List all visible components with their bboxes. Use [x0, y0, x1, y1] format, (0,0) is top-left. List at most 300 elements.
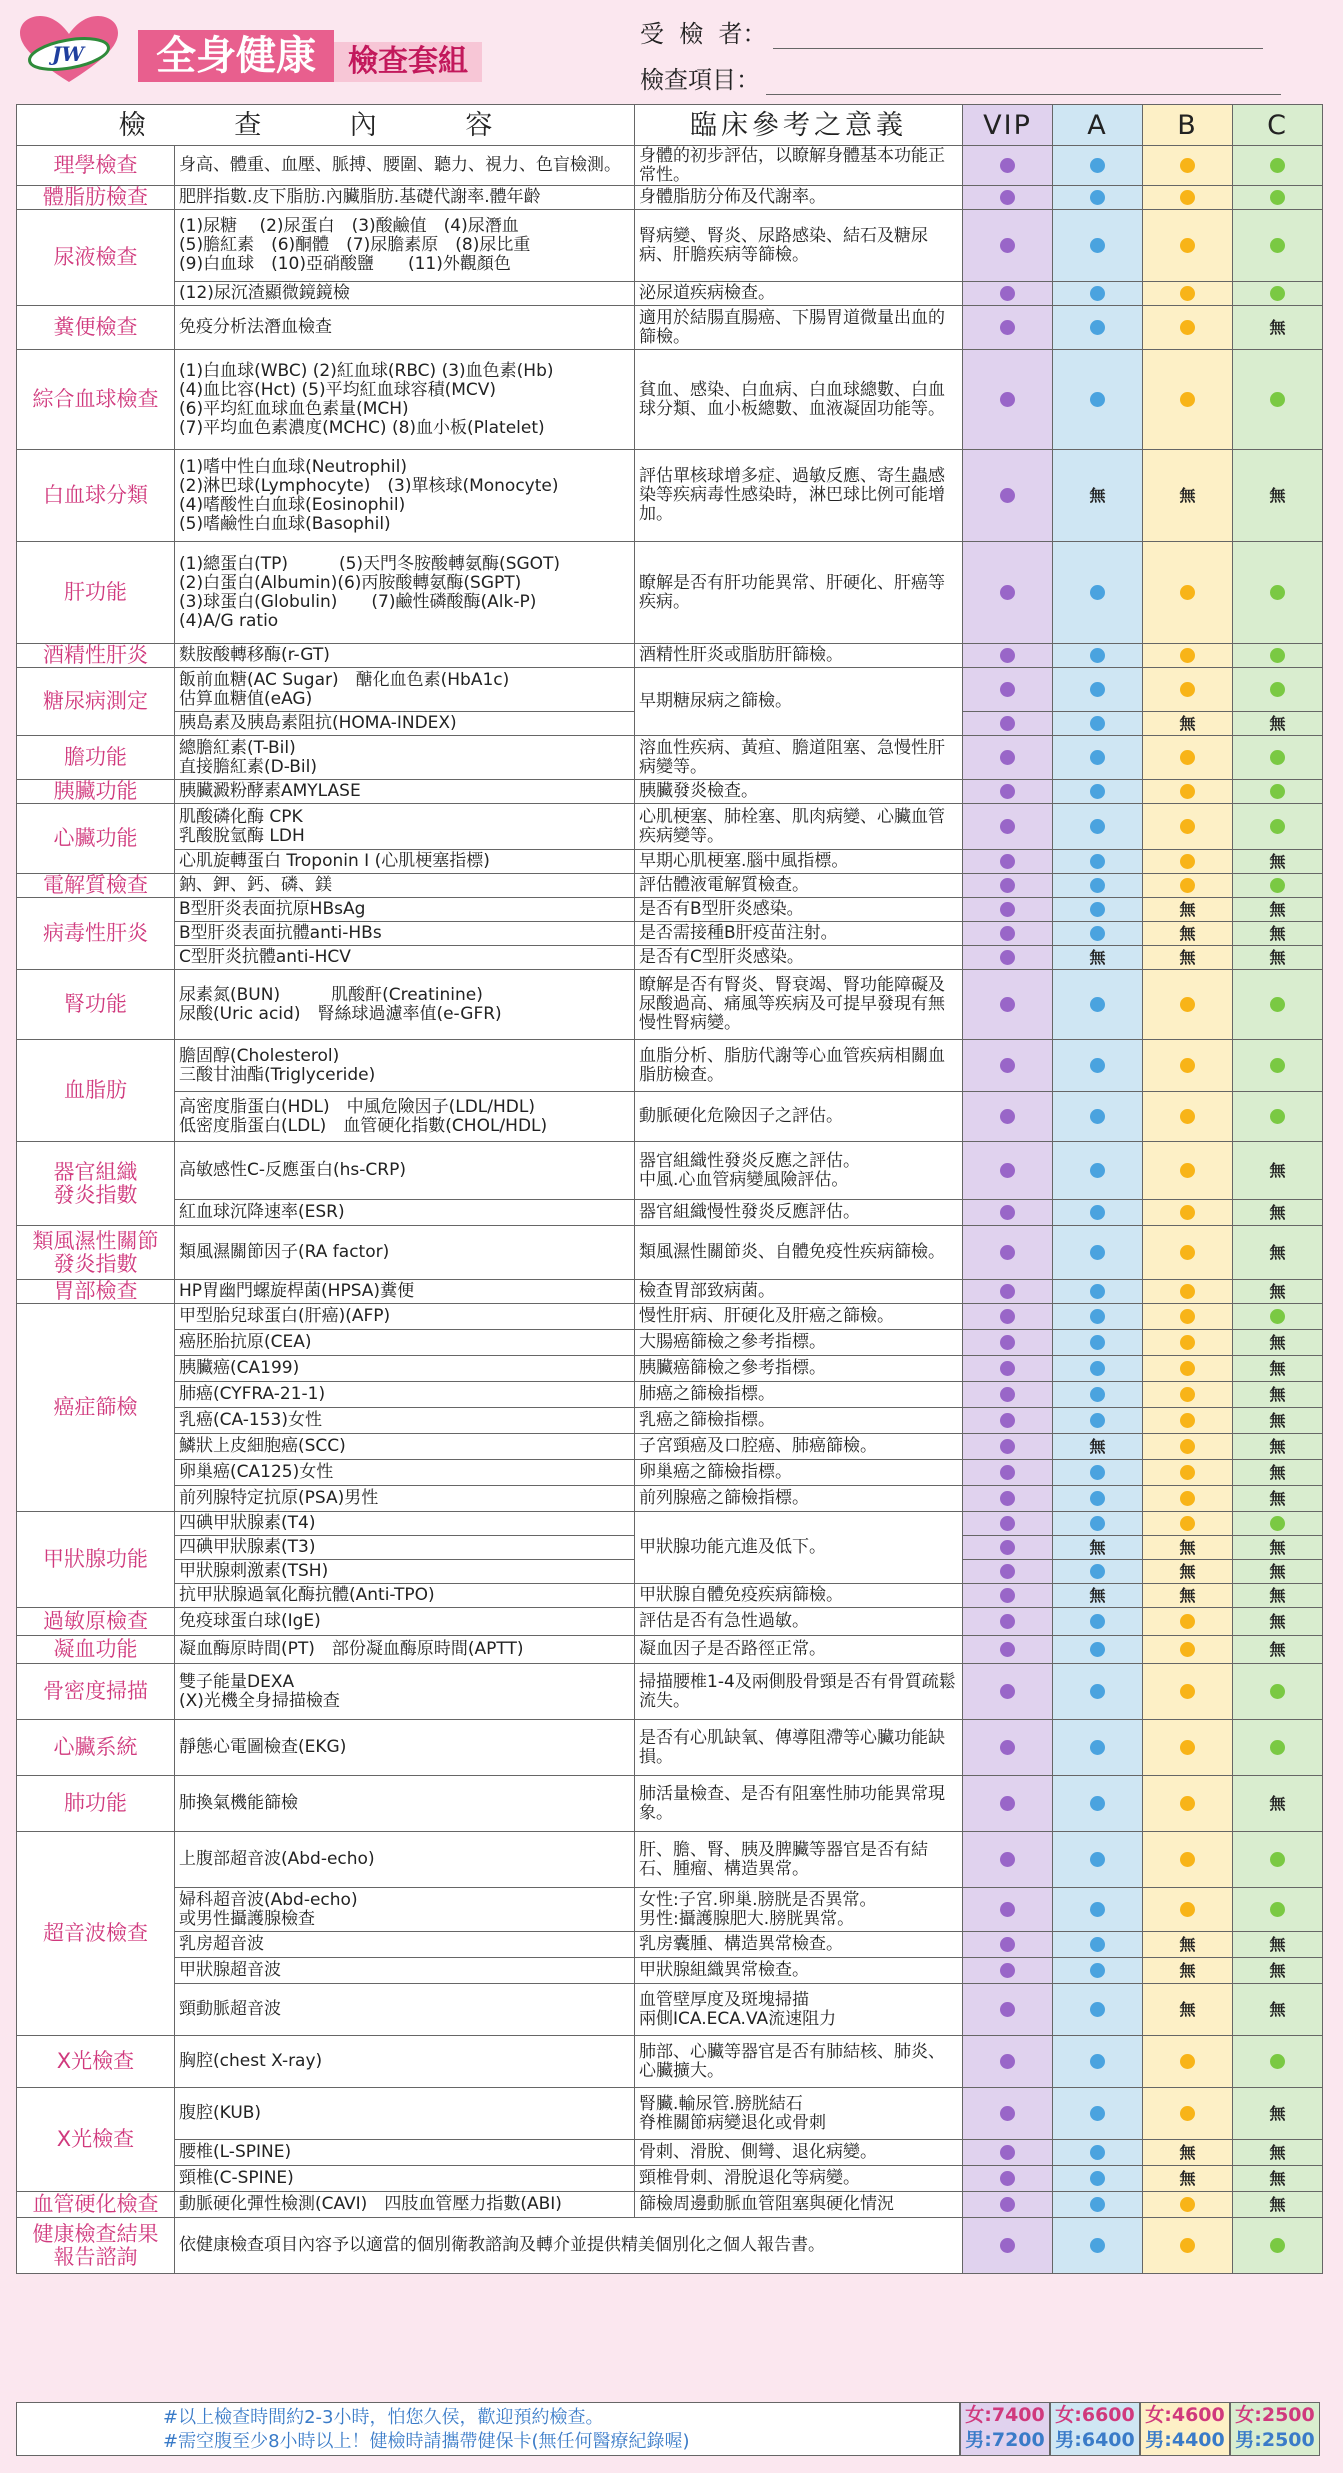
pkg-a-cell	[1053, 970, 1143, 1040]
pkg-b-cell	[1143, 1092, 1233, 1142]
pkg-a-cell	[1053, 1040, 1143, 1092]
item-cell: 高密度脂蛋白(HDL) 中風危險因子(LDL/HDL) 低密度脂蛋白(LDL) 血管硬化指數(CHOL/HDL)	[175, 1092, 635, 1142]
included-dot-icon	[1090, 2106, 1105, 2121]
item-cell: 肌酸磷化酶 CPK 乳酸脫氫酶 LDH	[175, 804, 635, 850]
pkg-c-cell	[1233, 874, 1323, 898]
included-dot-icon	[1180, 854, 1195, 869]
included-dot-icon	[1090, 1642, 1105, 1657]
pkg-c-cell	[1233, 1304, 1323, 1330]
included-dot-icon	[1180, 1109, 1195, 1124]
included-dot-icon	[1090, 286, 1105, 301]
included-dot-icon	[1000, 682, 1015, 697]
pkg-b-cell	[1143, 644, 1233, 668]
note-cell: 骨刺、滑脫、側彎、退化病變。	[635, 2140, 963, 2166]
pkg-b-cell	[1143, 780, 1233, 804]
pkg-b-cell	[1143, 850, 1233, 874]
pkg-c-cell	[1233, 1280, 1323, 1304]
included-dot-icon	[1180, 1902, 1195, 1917]
included-dot-icon	[1090, 1937, 1105, 1952]
examinee-label: 受 檢 者：	[640, 20, 767, 48]
pkg-b-cell	[1143, 1330, 1233, 1356]
not-included-mark: 無	[1179, 713, 1196, 733]
pkg-b-cell	[1143, 946, 1233, 970]
included-dot-icon	[1000, 320, 1015, 335]
note-cell: 血管壁厚度及斑塊掃描 兩側ICA.ECA.VA流速阻力	[635, 1984, 963, 2036]
included-dot-icon	[1000, 1491, 1015, 1506]
pkg-c-cell	[1233, 850, 1323, 874]
pkg-a-cell	[1053, 898, 1143, 922]
included-dot-icon	[1000, 1163, 1015, 1178]
included-dot-icon	[1180, 1796, 1195, 1811]
not-included-mark: 無	[1269, 1793, 1286, 1813]
note-cell: 前列腺癌之篩檢指標。	[635, 1486, 963, 1512]
pkg-a-cell	[1053, 668, 1143, 712]
included-dot-icon	[1000, 819, 1015, 834]
note-cell: 甲狀腺組織異常檢查。	[635, 1958, 963, 1984]
table-row	[17, 1142, 1323, 1200]
price-c	[1230, 2402, 1320, 2456]
item-cell: 類風濕關節因子(RA factor)	[175, 1226, 635, 1280]
item-cell: 婦科超音波(Abd-echo) 或男性攝護腺檢查	[175, 1888, 635, 1932]
pkg-vip-cell	[963, 146, 1053, 186]
included-dot-icon	[1000, 926, 1015, 941]
price-a	[1050, 2402, 1140, 2456]
pkg-a-cell	[1053, 1434, 1143, 1460]
not-included-mark: 無	[1269, 1488, 1286, 1508]
item-cell: 心肌旋轉蛋白 Troponin I (心肌梗塞指標)	[175, 850, 635, 874]
item-cell: 靜態心電圖檢查(EKG)	[175, 1720, 635, 1776]
pkg-a-cell	[1053, 874, 1143, 898]
note-cell: 評估是否有急性過敏。	[635, 1608, 963, 1636]
note-cell: 器官組織性發炎反應之評估。 中風.心血管病變風險評估。	[635, 1142, 963, 1200]
not-included-mark: 無	[1269, 851, 1286, 871]
pkg-a-cell	[1053, 450, 1143, 542]
included-dot-icon	[1270, 2054, 1285, 2069]
pkg-c-cell	[1233, 1584, 1323, 1608]
pkg-a-cell	[1053, 2088, 1143, 2140]
item-cell: 肺換氣機能篩檢	[175, 1776, 635, 1832]
pkg-c-cell	[1233, 1560, 1323, 1584]
pkg-b-cell	[1143, 1512, 1233, 1536]
included-dot-icon	[1000, 1335, 1015, 1350]
pkg-b-cell	[1143, 1584, 1233, 1608]
included-dot-icon	[1180, 158, 1195, 173]
pkg-vip-cell	[963, 450, 1053, 542]
included-dot-icon	[1180, 682, 1195, 697]
pkg-a-cell	[1053, 712, 1143, 736]
pkg-c-cell	[1233, 2166, 1323, 2192]
pkg-b-cell	[1143, 350, 1233, 450]
table-row	[17, 1304, 1323, 1330]
pkg-c-cell	[1233, 1776, 1323, 1832]
item-cell: 飯前血糖(AC Sugar) 醣化血色素(HbA1c) 估算血糖值(eAG)	[175, 668, 635, 712]
item-cell: (1)嗜中性白血球(Neutrophil) (2)淋巴球(Lymphocyte) (3)單核球(Monocyte) (4)嗜酸性白血球(Eosinophil) (5)嗜鹼性白血球(Basophil)	[175, 450, 635, 542]
included-dot-icon	[1270, 682, 1285, 697]
price-c-female: 女:2500	[1235, 2404, 1315, 2426]
table-row	[17, 2218, 1323, 2274]
included-dot-icon	[1090, 997, 1105, 1012]
pkg-a-cell	[1053, 1958, 1143, 1984]
pkg-a-cell	[1053, 1200, 1143, 1226]
pkg-a-cell	[1053, 210, 1143, 282]
brand-sub: 檢查套組	[334, 42, 482, 82]
table-row	[17, 1382, 1323, 1408]
table-row	[17, 804, 1323, 850]
table-row	[17, 668, 1323, 712]
pkg-vip-cell	[963, 2192, 1053, 2218]
item-cell: 肥胖指數.皮下脂肪.內臟脂肪.基礎代謝率.體年齡	[175, 186, 635, 210]
table-row	[17, 1356, 1323, 1382]
included-dot-icon	[1180, 2106, 1195, 2121]
pkg-a-cell	[1053, 1888, 1143, 1932]
not-included-mark: 無	[1269, 1281, 1286, 1301]
pkg-a-cell	[1053, 1142, 1143, 1200]
note-cell: 腎臟.輸尿管.膀胱結石 脊椎關節病變退化或骨刺	[635, 2088, 963, 2140]
category-cell: 綜合血球檢查	[17, 350, 175, 450]
not-included-mark: 無	[1269, 1537, 1286, 1557]
included-dot-icon	[1090, 1796, 1105, 1811]
not-included-mark: 無	[1269, 2168, 1286, 2188]
included-dot-icon	[1000, 1058, 1015, 1073]
exam-items-line[interactable]	[766, 68, 1281, 95]
price-b	[1140, 2402, 1230, 2456]
included-dot-icon	[1270, 2238, 1285, 2253]
item-cell: 腰椎(L-SPINE)	[175, 2140, 635, 2166]
item-cell: 頸椎(C-SPINE)	[175, 2166, 635, 2192]
pkg-vip-cell	[963, 350, 1053, 450]
included-dot-icon	[1180, 1413, 1195, 1428]
pkg-vip-cell	[963, 970, 1053, 1040]
included-dot-icon	[1180, 648, 1195, 663]
note-cell: 是否有心肌缺氧、傳導阻滯等心臟功能缺損。	[635, 1720, 963, 1776]
included-dot-icon	[1090, 1335, 1105, 1350]
item-cell: C型肝炎抗體anti-HCV	[175, 946, 635, 970]
col-header-b: B	[1143, 105, 1233, 146]
category-cell: 器官組織 發炎指數	[17, 1142, 175, 1226]
pkg-vip-cell	[963, 946, 1053, 970]
pkg-b-cell	[1143, 1984, 1233, 2036]
included-dot-icon	[1000, 1614, 1015, 1629]
pkg-c-cell	[1233, 2088, 1323, 2140]
pkg-c-cell	[1233, 1486, 1323, 1512]
pkg-vip-cell	[963, 186, 1053, 210]
included-dot-icon	[1090, 2171, 1105, 2186]
pkg-c-cell	[1233, 1408, 1323, 1434]
included-dot-icon	[1180, 1439, 1195, 1454]
item-cell: 四碘甲狀腺素(T4)	[175, 1512, 635, 1536]
category-cell: 凝血功能	[17, 1636, 175, 1664]
pkg-c-cell	[1233, 542, 1323, 644]
included-dot-icon	[1000, 1937, 1015, 1952]
table-body	[17, 146, 1323, 2274]
pkg-vip-cell	[963, 1958, 1053, 1984]
pkg-vip-cell	[963, 1584, 1053, 1608]
note-cell: 類風濕性關節炎、自體免疫性疾病篩檢。	[635, 1226, 963, 1280]
category-cell: 心臟功能	[17, 804, 175, 874]
pkg-vip-cell	[963, 1092, 1053, 1142]
included-dot-icon	[1270, 1516, 1285, 1531]
category-cell: 癌症篩檢	[17, 1304, 175, 1512]
pkg-vip-cell	[963, 1304, 1053, 1330]
note-cell: 身體脂肪分佈及代謝率。	[635, 186, 963, 210]
table-row	[17, 1200, 1323, 1226]
pkg-b-cell	[1143, 1636, 1233, 1664]
pkg-c-cell	[1233, 1608, 1323, 1636]
item-cell: 免疫球蛋白球(IgE)	[175, 1608, 635, 1636]
pkg-b-cell	[1143, 1408, 1233, 1434]
pkg-b-cell	[1143, 1280, 1233, 1304]
included-dot-icon	[1270, 238, 1285, 253]
note-cell: 早期糖尿病之篩檢。	[635, 668, 963, 736]
pkg-c-cell	[1233, 1460, 1323, 1486]
category-cell: 超音波檢查	[17, 1832, 175, 2036]
pkg-c-cell	[1233, 306, 1323, 350]
pkg-vip-cell	[963, 210, 1053, 282]
table-row	[17, 2036, 1323, 2088]
included-dot-icon	[1180, 1361, 1195, 1376]
pkg-a-cell	[1053, 1280, 1143, 1304]
not-included-mark: 無	[1269, 1436, 1286, 1456]
note-cell: 掃描腰椎1-4及兩側股骨頸是否有骨質疏鬆流失。	[635, 1664, 963, 1720]
table-row	[17, 1408, 1323, 1434]
included-dot-icon	[1180, 1491, 1195, 1506]
pkg-vip-cell	[963, 850, 1053, 874]
pkg-c-cell	[1233, 1092, 1323, 1142]
item-cell: 胰島素及胰島素阻抗(HOMA-INDEX)	[175, 712, 635, 736]
included-dot-icon	[1090, 1413, 1105, 1428]
pkg-a-cell	[1053, 186, 1143, 210]
included-dot-icon	[1180, 238, 1195, 253]
price-a-male: 男:6400	[1055, 2429, 1135, 2451]
included-dot-icon	[1090, 2197, 1105, 2212]
pkg-a-cell	[1053, 1636, 1143, 1664]
included-dot-icon	[1090, 1163, 1105, 1178]
included-dot-icon	[1180, 1309, 1195, 1324]
pkg-vip-cell	[963, 282, 1053, 306]
item-cell: 甲狀腺超音波	[175, 1958, 635, 1984]
examinee-line[interactable]	[773, 22, 1263, 49]
note-cell: 子宮頸癌及口腔癌、肺癌篩檢。	[635, 1434, 963, 1460]
pkg-b-cell	[1143, 1932, 1233, 1958]
pkg-c-cell	[1233, 1720, 1323, 1776]
footer-note-fasting: #需空腹至少8小時以上！健檢時請攜帶健保卡(無任何醫療紀錄喔)	[163, 2431, 690, 2452]
table-row	[17, 2192, 1323, 2218]
note-cell: 甲狀腺功能亢進及低下。	[635, 1512, 963, 1584]
category-cell: 膽功能	[17, 736, 175, 780]
pkg-c-cell	[1233, 780, 1323, 804]
not-included-mark: 無	[1179, 1537, 1196, 1557]
not-included-mark: 無	[1089, 947, 1106, 967]
included-dot-icon	[1000, 2238, 1015, 2253]
item-cell: B型肝炎表面抗體anti-HBs	[175, 922, 635, 946]
table-row	[17, 1460, 1323, 1486]
pkg-vip-cell	[963, 1356, 1053, 1382]
pkg-vip-cell	[963, 644, 1053, 668]
pkg-vip-cell	[963, 1888, 1053, 1932]
included-dot-icon	[1000, 1439, 1015, 1454]
table-row	[17, 186, 1323, 210]
pkg-vip-cell	[963, 1280, 1053, 1304]
table-row	[17, 644, 1323, 668]
table-row	[17, 1226, 1323, 1280]
pkg-a-cell	[1053, 1560, 1143, 1584]
item-cell: 依健康檢查項目內容予以適當的個別衛教諮詢及轉介並提供精美個別化之個人報告書。	[175, 2218, 963, 2274]
pkg-a-cell	[1053, 146, 1143, 186]
included-dot-icon	[1270, 1684, 1285, 1699]
not-included-mark: 無	[1269, 1561, 1286, 1581]
not-included-mark: 無	[1269, 1999, 1286, 2019]
not-included-mark: 無	[1179, 923, 1196, 943]
not-included-mark: 無	[1089, 1585, 1106, 1605]
pkg-c-cell	[1233, 1984, 1323, 2036]
table-row	[17, 1608, 1323, 1636]
included-dot-icon	[1090, 648, 1105, 663]
pkg-a-cell	[1053, 922, 1143, 946]
table-row	[17, 1280, 1323, 1304]
note-cell: 溶血性疾病、黃疸、膽道阻塞、急慢性肝病變等。	[635, 736, 963, 780]
included-dot-icon	[1090, 716, 1105, 731]
pkg-c-cell	[1233, 1382, 1323, 1408]
note-cell: 瞭解是否有腎炎、腎衰竭、腎功能障礙及尿酸過高、痛風等疾病及可提早發現有無慢性腎病變。	[635, 970, 963, 1040]
table-header-row	[17, 105, 1323, 146]
included-dot-icon	[1180, 1058, 1195, 1073]
note-cell: 甲狀腺自體免疫疾病篩檢。	[635, 1584, 963, 1608]
note-cell: 瞭解是否有肝功能異常、肝硬化、肝癌等疾病。	[635, 542, 963, 644]
pkg-b-cell	[1143, 2192, 1233, 2218]
pkg-a-cell	[1053, 1486, 1143, 1512]
item-cell: 麩胺酸轉移酶(r-GT)	[175, 644, 635, 668]
included-dot-icon	[1000, 238, 1015, 253]
note-cell: 評估體液電解質檢查。	[635, 874, 963, 898]
item-cell: 胰臟澱粉酵素AMYLASE	[175, 780, 635, 804]
included-dot-icon	[1000, 878, 1015, 893]
pkg-c-cell	[1233, 1958, 1323, 1984]
included-dot-icon	[1270, 585, 1285, 600]
included-dot-icon	[1270, 286, 1285, 301]
note-cell: 身體的初步評估，以瞭解身體基本功能正常性。	[635, 146, 963, 186]
pkg-vip-cell	[963, 1200, 1053, 1226]
table-row	[17, 1888, 1323, 1932]
pkg-a-cell	[1053, 644, 1143, 668]
pkg-c-cell	[1233, 210, 1323, 282]
included-dot-icon	[1180, 1852, 1195, 1867]
pkg-vip-cell	[963, 1608, 1053, 1636]
included-dot-icon	[1180, 1284, 1195, 1299]
pkg-b-cell	[1143, 186, 1233, 210]
header	[0, 0, 1343, 102]
item-cell: 胰臟癌(CA199)	[175, 1356, 635, 1382]
pkg-c-cell	[1233, 2192, 1323, 2218]
note-cell: 評估單核球增多症、過敏反應、寄生蟲感染等疾病毒性感染時，淋巴球比例可能增加。	[635, 450, 963, 542]
included-dot-icon	[1180, 2238, 1195, 2253]
item-cell: 總膽紅素(T-Bil) 直接膽紅素(D-Bil)	[175, 736, 635, 780]
table-row	[17, 1092, 1323, 1142]
included-dot-icon	[1270, 392, 1285, 407]
exam-items-label: 檢查項目：	[640, 66, 760, 94]
not-included-mark: 無	[1269, 317, 1286, 337]
not-included-mark: 無	[1269, 1242, 1286, 1262]
col-header-vip: VIP	[963, 105, 1053, 146]
pkg-a-cell	[1053, 804, 1143, 850]
included-dot-icon	[1000, 902, 1015, 917]
included-dot-icon	[1090, 2145, 1105, 2160]
table-row	[17, 850, 1323, 874]
not-included-mark: 無	[1269, 947, 1286, 967]
note-cell: 是否有B型肝炎感染。	[635, 898, 963, 922]
table-row	[17, 210, 1323, 282]
pkg-b-cell	[1143, 1776, 1233, 1832]
pkg-vip-cell	[963, 1512, 1053, 1536]
included-dot-icon	[1000, 1796, 1015, 1811]
pkg-c-cell	[1233, 2140, 1323, 2166]
pkg-c-cell	[1233, 2218, 1323, 2274]
pkg-vip-cell	[963, 1142, 1053, 1200]
included-dot-icon	[1180, 1245, 1195, 1260]
pkg-vip-cell	[963, 2166, 1053, 2192]
item-cell: 高敏感性C-反應蛋白(hs-CRP)	[175, 1142, 635, 1200]
included-dot-icon	[1090, 1963, 1105, 1978]
included-dot-icon	[1090, 854, 1105, 869]
note-cell: 慢性肝病、肝硬化及肝癌之篩檢。	[635, 1304, 963, 1330]
pkg-c-cell	[1233, 146, 1323, 186]
included-dot-icon	[1090, 878, 1105, 893]
pkg-b-cell	[1143, 1560, 1233, 1584]
included-dot-icon	[1000, 158, 1015, 173]
table-row	[17, 946, 1323, 970]
pkg-a-cell	[1053, 1720, 1143, 1776]
table-row	[17, 1434, 1323, 1460]
note-cell: 貧血、感染、白血病、白血球總數、白血球分類、血小板總數、血液凝固功能等。	[635, 350, 963, 450]
included-dot-icon	[1180, 1642, 1195, 1657]
included-dot-icon	[1000, 1413, 1015, 1428]
pkg-c-cell	[1233, 1434, 1323, 1460]
included-dot-icon	[1000, 1109, 1015, 1124]
included-dot-icon	[1090, 1309, 1105, 1324]
included-dot-icon	[1090, 902, 1105, 917]
pkg-c-cell	[1233, 1226, 1323, 1280]
pkg-b-cell	[1143, 2036, 1233, 2088]
included-dot-icon	[1000, 1245, 1015, 1260]
included-dot-icon	[1090, 1740, 1105, 1755]
included-dot-icon	[1000, 1205, 1015, 1220]
table-row	[17, 1512, 1323, 1536]
pkg-b-cell	[1143, 1460, 1233, 1486]
included-dot-icon	[1270, 1852, 1285, 1867]
included-dot-icon	[1000, 784, 1015, 799]
included-dot-icon	[1180, 1614, 1195, 1629]
table-row	[17, 922, 1323, 946]
pkg-b-cell	[1143, 1486, 1233, 1512]
pkg-a-cell	[1053, 306, 1143, 350]
pkg-a-cell	[1053, 1664, 1143, 1720]
not-included-mark: 無	[1269, 923, 1286, 943]
not-included-mark: 無	[1179, 947, 1196, 967]
pkg-vip-cell	[963, 1984, 1053, 2036]
included-dot-icon	[1180, 878, 1195, 893]
note-cell: 乳癌之篩檢指標。	[635, 1408, 963, 1434]
pkg-c-cell	[1233, 668, 1323, 712]
included-dot-icon	[1180, 392, 1195, 407]
included-dot-icon	[1000, 1740, 1015, 1755]
not-included-mark: 無	[1269, 1934, 1286, 1954]
table-row	[17, 1984, 1323, 2036]
item-cell: 肺癌(CYFRA-21-1)	[175, 1382, 635, 1408]
pkg-a-cell	[1053, 1092, 1143, 1142]
pkg-vip-cell	[963, 1636, 1053, 1664]
item-cell: 乳癌(CA-153)女性	[175, 1408, 635, 1434]
not-included-mark: 無	[1269, 1585, 1286, 1605]
item-cell: (1)尿糖 (2)尿蛋白 (3)酸鹼值 (4)尿潛血 (5)膽紅素 (6)酮體 (7)尿膽素原 (8)尿比重 (9)白血球 (10)亞硝酸鹽 (11)外觀顏色	[175, 210, 635, 282]
